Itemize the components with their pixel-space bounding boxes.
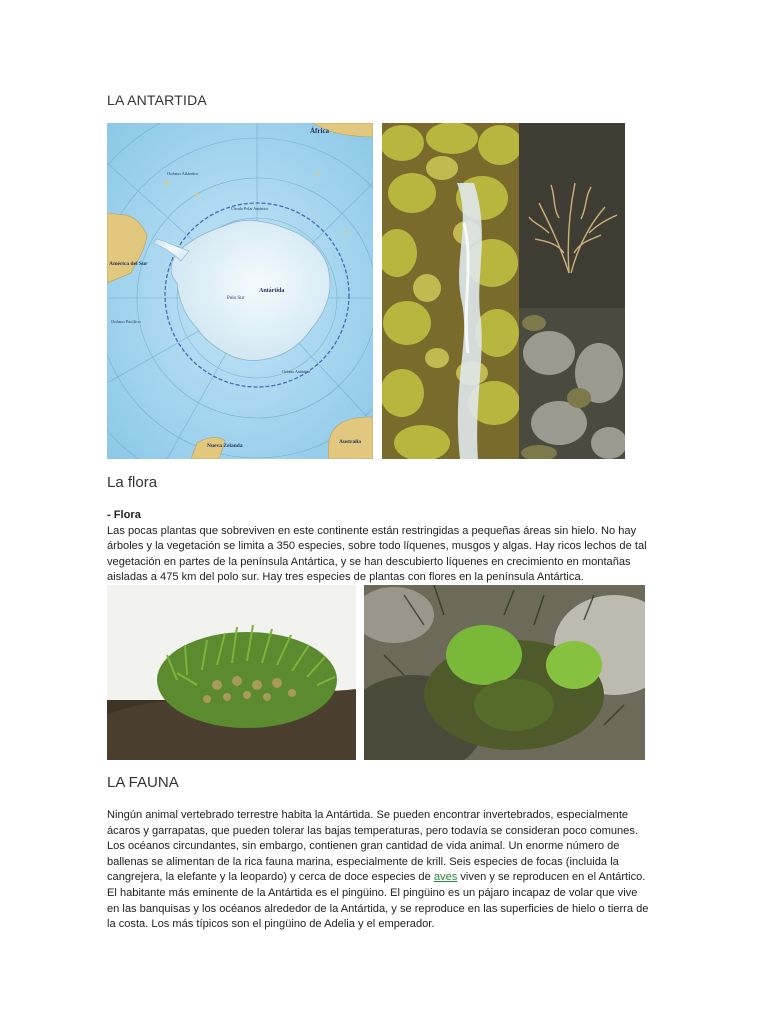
fauna-heading: LA FAUNA (107, 774, 179, 791)
fauna-line-2: ácaros y garrapatas, que pueden tolerar las bajas temperaturas, pero todavía se consideran poco comunes. (107, 824, 638, 837)
flora-label: - Flora (107, 509, 141, 521)
map-label-africa: África (310, 127, 330, 135)
map-label-new-zealand: Nueva Zelanda (207, 443, 243, 449)
fauna-line-5 (107, 870, 663, 886)
moss-cushion-photo (107, 585, 356, 760)
map-label-polar-circle: Círculo Polar Antártico (231, 206, 269, 211)
fauna-paragraph (107, 808, 663, 933)
fauna-line-3: Los océanos circundantes, sin embargo, contienen gran cantidad de vida animal. Un enorme número de (107, 840, 620, 853)
map-label-pacific: Océano Pacífico (111, 319, 141, 324)
moss-stream-photo (382, 123, 519, 459)
map-label-south-america: América del Sur (109, 261, 148, 267)
aves-link[interactable]: aves (433, 871, 458, 884)
flora-line-3: vegetación en partes de la península Antártica, y se han descubierto líquenes en crecimiento en montañas (107, 555, 631, 568)
fauna-line-7: en las banquisas y los océanos alrededor de la Antártida, y se reproduce en las superficies de hielo o tierra de (107, 902, 649, 915)
flora-line-2: árboles y la vegetación se limita a 350 especies, sobre todo líquenes, musgos y algas. Hay ricos lechos de tal (107, 540, 647, 553)
map-label-southern-ocean: Océano Antártico (282, 369, 311, 374)
map-label-atlantic: Océano Atlántico (167, 171, 199, 176)
fauna-line-5-start: cangrejera, la elefante y la leopardo) y cerca de doce especies de (107, 871, 434, 884)
flora-line-1: Las pocas plantas que sobreviven en este continente están restringidas a pequeñas áreas sin hielo. No hay (107, 524, 637, 537)
green-moss-photo (364, 585, 645, 760)
map-label-australia: Australia (339, 439, 361, 445)
lichen-rocks-photo (519, 123, 625, 459)
fauna-line-8: la costa. Los más típicos son el pingüino de Adelia y el emperador. (107, 918, 435, 931)
page-title: LA ANTARTIDA (107, 92, 207, 108)
antarctica-map-image (107, 123, 373, 459)
map-label-antarctica: Antártida (259, 288, 285, 294)
flora-paragraph (107, 508, 663, 586)
fauna-line-5-end: viven y se reproducen en el Antártico. (457, 871, 646, 884)
map-label-south-pole: Polo Sur (227, 296, 245, 301)
flora-heading: La flora (107, 474, 158, 491)
fauna-line-6: El habitante más eminente de la Antártida es el pingüino. El pingüino es un pájaro incapaz de volar que vive (107, 886, 638, 899)
fauna-line-4: ballenas se alimentan de la rica fauna marina, especialmente de krill. Seis especies de focas (incluida la (107, 855, 619, 868)
flora-line-4: aisladas a 475 km del polo sur. Hay tres especies de plantas con flores en la península Antártica. (107, 571, 584, 584)
fauna-line-1: Ningún animal vertebrado terrestre habita la Antártida. Se pueden encontrar invertebrados, especialmente (107, 809, 629, 821)
